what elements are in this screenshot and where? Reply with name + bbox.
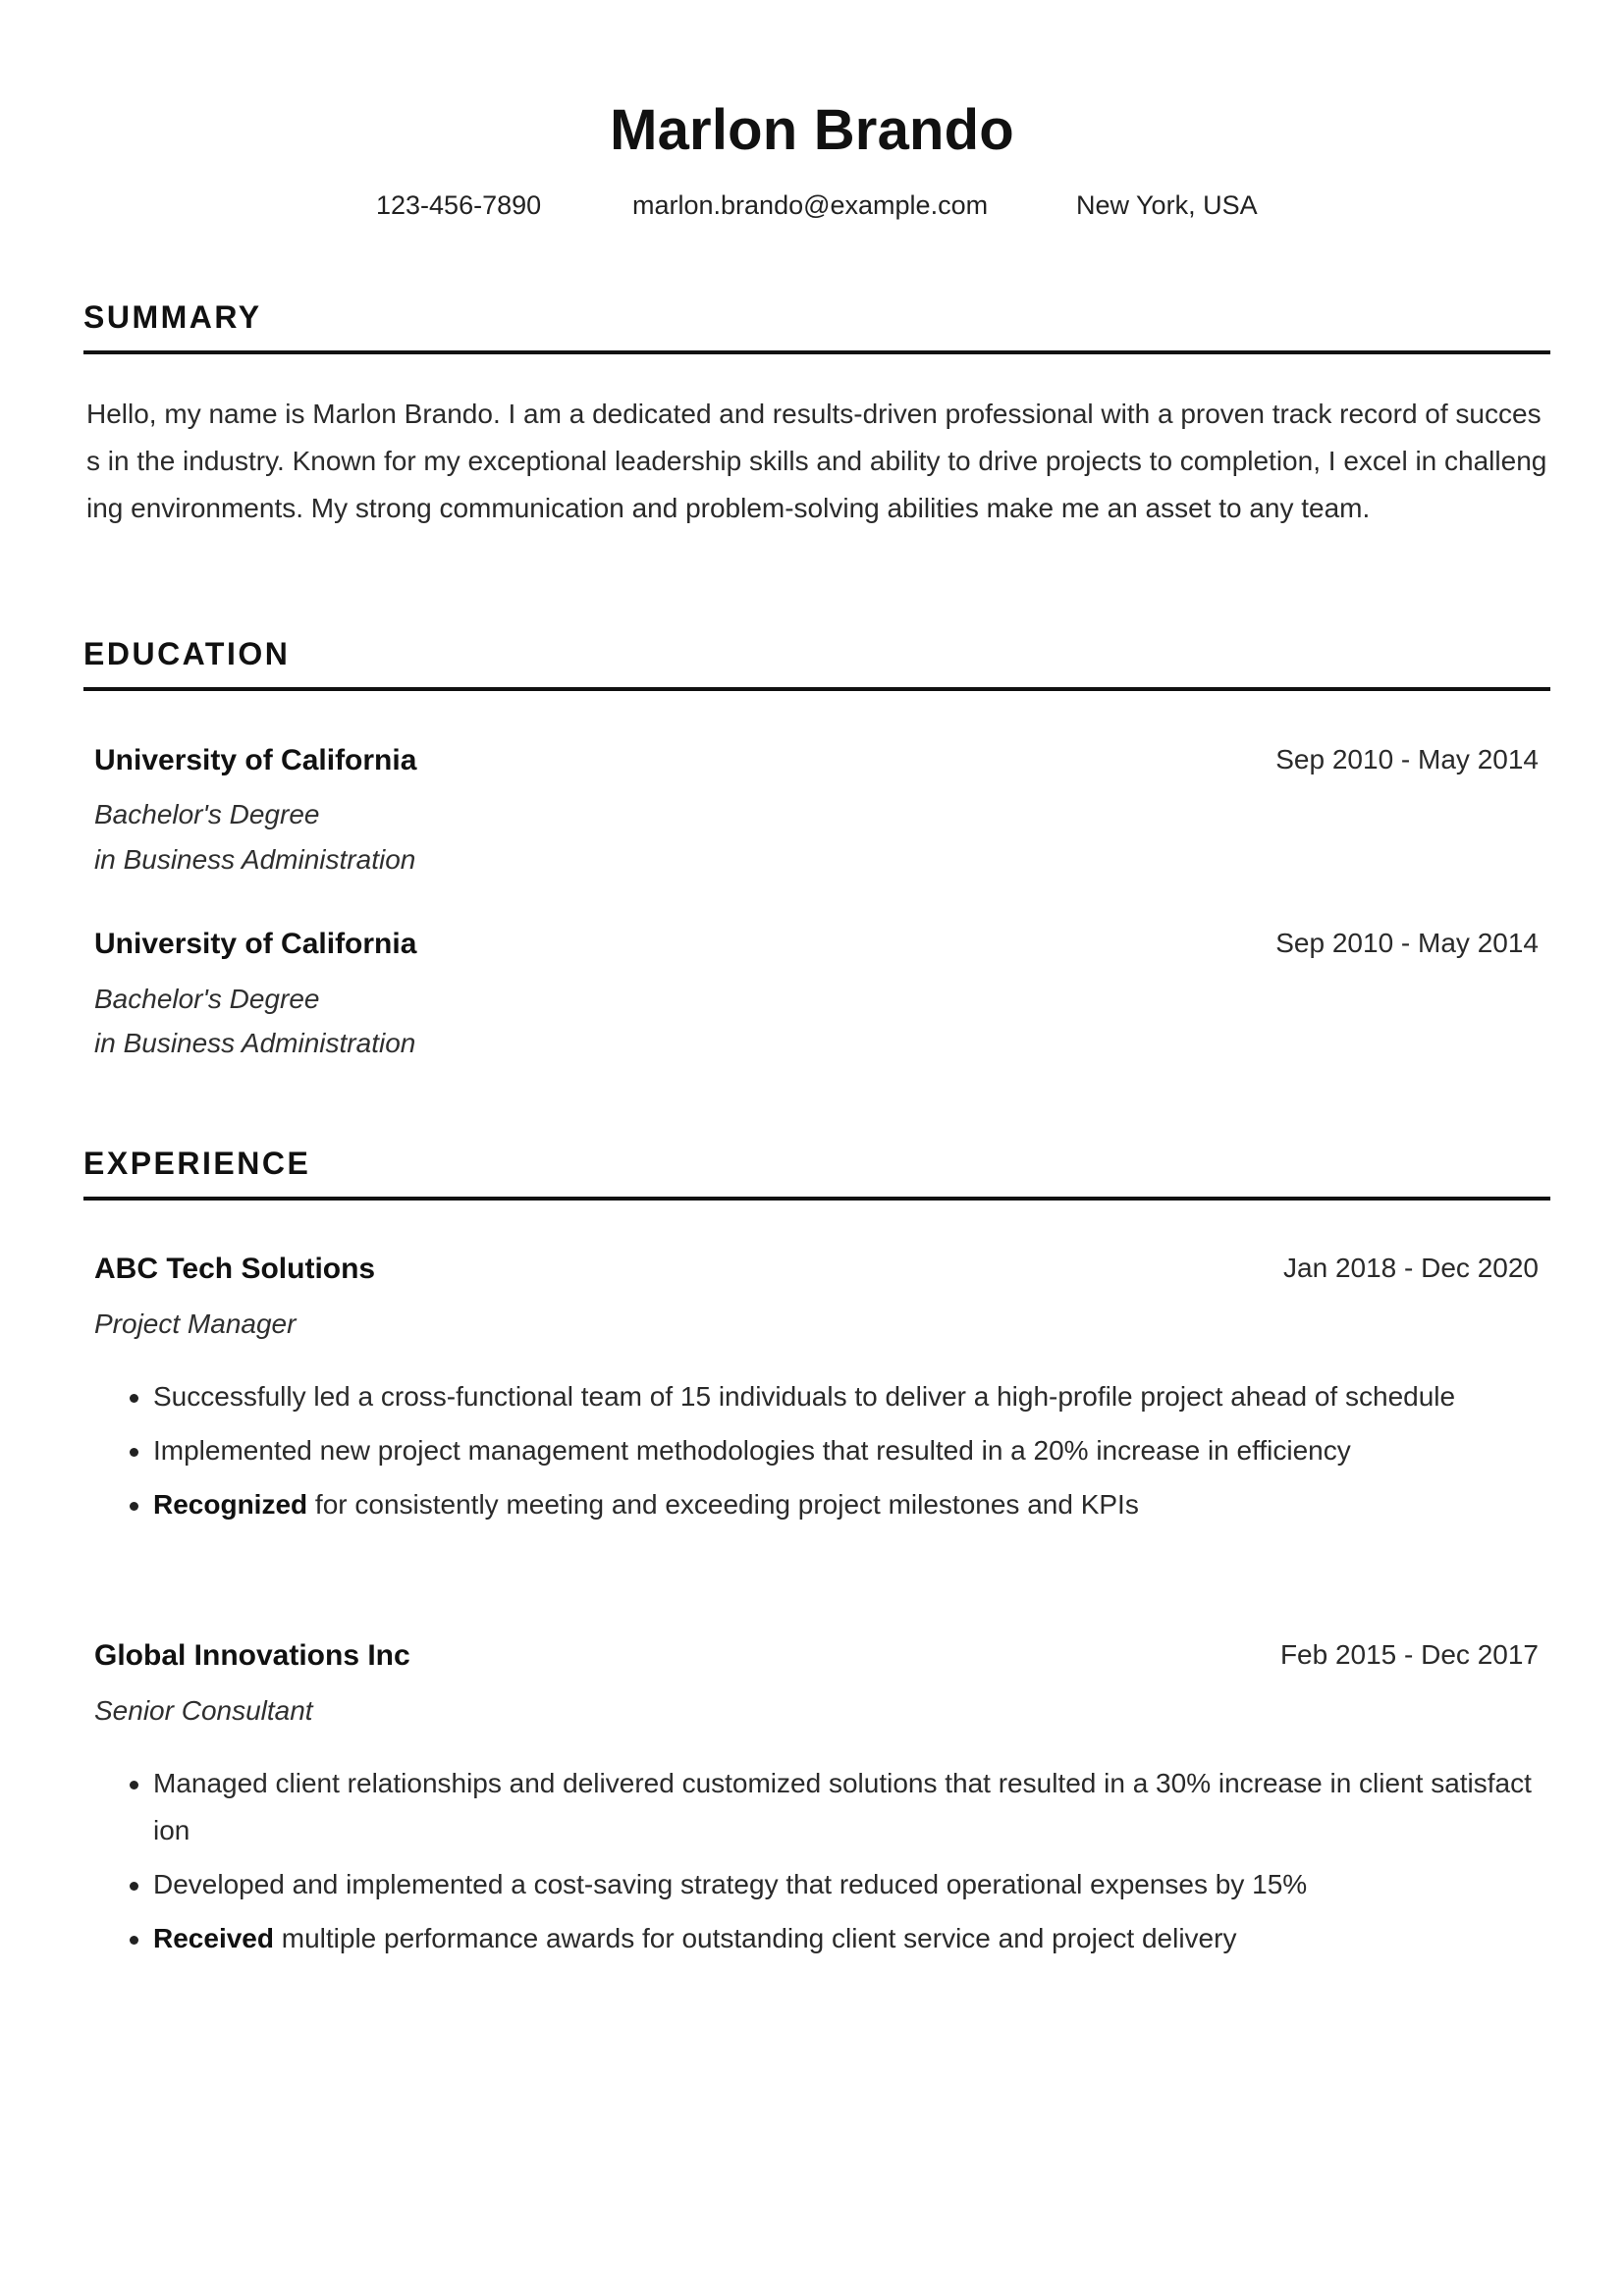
experience-dates: Jan 2018 - Dec 2020 xyxy=(1283,1253,1539,1283)
candidate-name: Marlon Brando xyxy=(610,98,1014,162)
education-degree: Bachelor's Degree xyxy=(94,984,320,1014)
list-item: Received multiple performance awards for outstanding client service and project delivery xyxy=(130,1915,1534,1962)
education-degree: Bachelor's Degree xyxy=(94,799,320,829)
experience-bullets xyxy=(130,1760,1534,1969)
experience-role: Senior Consultant xyxy=(94,1695,313,1726)
experience-company: ABC Tech Solutions xyxy=(94,1253,376,1285)
experience-dates: Feb 2015 - Dec 2017 xyxy=(1279,1639,1539,1670)
experience-company: Global Innovations Inc xyxy=(94,1639,410,1672)
section-title-summary: SUMMARY xyxy=(83,299,262,335)
education-dates: Sep 2010 - May 2014 xyxy=(1275,744,1539,774)
education-school: University of California xyxy=(94,744,417,776)
experience-bullets xyxy=(130,1373,1534,1535)
section-title-education: EDUCATION xyxy=(83,636,291,671)
contact-email: marlon.brando@example.com xyxy=(632,190,989,220)
experience-role: Project Manager xyxy=(94,1308,297,1339)
education-school: University of California xyxy=(94,928,417,960)
list-item: Developed and implemented a cost-saving strategy that reduced operational expenses by 15% xyxy=(130,1861,1534,1908)
summary-text: Hello, my name is Marlon Brando. I am a dedicated and results-driven professional with a proven track record of success in the industry. Known for my exceptional leadership skills and ability to drive projects to completion, I excel in challenging environments. My strong communication and problem-solving abilities make me an asset to any team. xyxy=(86,399,1547,523)
section-divider xyxy=(83,350,1550,354)
list-item: Implemented new project management methodologies that resulted in a 20% increase in efficiency xyxy=(130,1427,1534,1474)
education-field: in Business Administration xyxy=(94,844,416,875)
education-field: in Business Administration xyxy=(94,1028,416,1058)
section-divider xyxy=(83,687,1550,691)
section-divider xyxy=(83,1197,1550,1201)
section-title-experience: EXPERIENCE xyxy=(83,1146,311,1181)
list-item: Managed client relationships and delivered customized solutions that resulted in a 30% increase in client satisfaction xyxy=(130,1760,1534,1854)
education-dates: Sep 2010 - May 2014 xyxy=(1275,928,1539,958)
contact-location: New York, USA xyxy=(1076,190,1258,220)
list-item: Recognized for consistently meeting and exceeding project milestones and KPIs xyxy=(130,1481,1534,1528)
contact-phone: 123-456-7890 xyxy=(376,190,542,220)
list-item: Successfully led a cross-functional team of 15 individuals to deliver a high-profile project ahead of schedule xyxy=(130,1373,1534,1420)
